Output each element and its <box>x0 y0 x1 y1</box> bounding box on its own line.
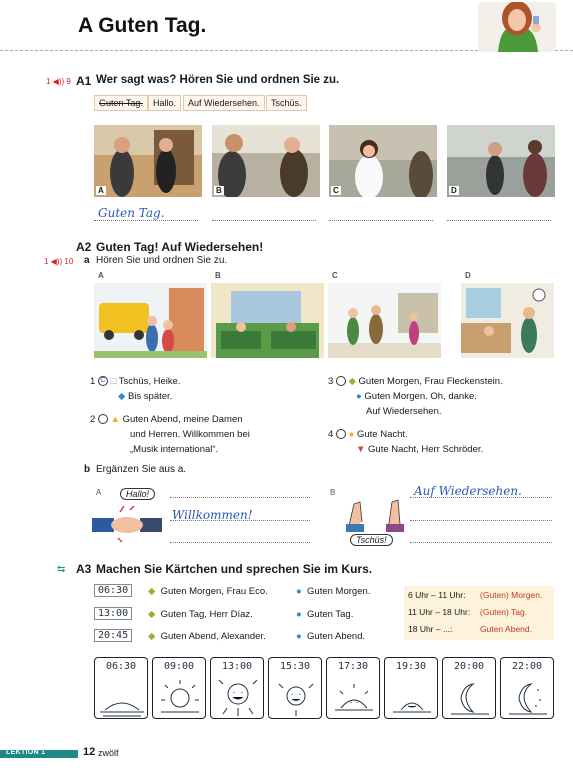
time-box: 13:00 <box>94 607 132 620</box>
a3-number: A3 <box>76 562 92 576</box>
time-box: 06:30 <box>94 584 132 597</box>
diamond-icon: ◆ <box>148 586 156 597</box>
diamond-icon: ◆ <box>148 609 156 620</box>
diamond-icon: ◆ <box>148 631 156 642</box>
item-number: 4 <box>328 429 334 440</box>
speech-bubble: Tschüs! <box>350 534 393 546</box>
card-time: 19:30 <box>395 661 427 672</box>
dialog-line: Gute Nacht, Herr Schröder. <box>368 444 484 455</box>
dialog-line: und Herren. Willkommen bei <box>130 429 250 440</box>
lesson-label: LEKTION 1 <box>6 749 46 756</box>
item-number: 1 <box>90 376 96 387</box>
greeting <box>148 584 268 599</box>
reply <box>296 607 353 622</box>
circle-icon: ● <box>296 586 302 597</box>
photo-label: C <box>333 186 339 195</box>
photo-a <box>94 125 202 197</box>
diamond-icon: ◆ <box>348 376 356 387</box>
answer-line[interactable] <box>410 497 552 498</box>
word-option: Tschüs. <box>266 95 307 111</box>
answer-line[interactable] <box>329 220 433 221</box>
reply-text: Guten Tag. <box>307 609 354 620</box>
a3-row-2 <box>94 608 132 619</box>
time-range: 11 Uhr – 18 Uhr: <box>408 607 471 617</box>
square-icon: □ <box>110 376 117 387</box>
handshake-illustration <box>92 506 162 547</box>
audio-track-icon[interactable]: 1 ◀)) 9 <box>46 77 71 86</box>
circle-icon: ● <box>296 609 302 620</box>
waving-hands-illustration <box>338 492 410 537</box>
part-b-instruction: Ergänzen Sie aus a. <box>96 464 187 475</box>
time-range: 18 Uhr – ...: <box>408 624 453 634</box>
dialog-item-4 <box>328 427 558 457</box>
sunrise-icon <box>95 676 149 720</box>
audio-track-icon[interactable]: 1 ◀)) 10 <box>44 257 74 266</box>
circle-icon: ● <box>296 631 302 642</box>
time-card <box>326 657 380 719</box>
photo-label: B <box>216 186 222 195</box>
a1-number: A1 <box>76 74 92 88</box>
dialog-line: Bis später. <box>127 391 173 402</box>
time-card <box>268 657 322 719</box>
dialog-item-1 <box>90 374 290 404</box>
time-phrase: Guten Abend. <box>480 624 532 634</box>
illustration-d <box>461 271 554 358</box>
time-card <box>384 657 438 719</box>
sunset-icon <box>327 676 381 720</box>
dialog-item-2 <box>90 412 300 457</box>
part-b-label: b <box>84 464 91 475</box>
card-time: 06:30 <box>105 661 137 672</box>
answer-line[interactable] <box>410 520 552 521</box>
sun-rising-icon <box>153 676 207 720</box>
dialog-line: Guten Morgen. Oh, danke. <box>364 391 477 402</box>
greeting-text: Guten Morgen, Frau Eco. <box>160 586 268 597</box>
illus-label: B <box>215 271 221 280</box>
photo-b <box>212 125 320 197</box>
part-a-label: a <box>84 255 90 266</box>
dialog-line: Guten Abend, meine Damen <box>122 414 243 425</box>
reply <box>296 584 370 599</box>
triangle-icon: ▲ <box>110 414 120 425</box>
answer-line[interactable] <box>410 542 552 543</box>
card-time: 09:00 <box>163 661 195 672</box>
photo-c <box>329 125 437 197</box>
sunset-icon <box>385 676 439 720</box>
triangle-down-icon: ▼ <box>356 444 366 455</box>
moon-icon <box>443 676 497 720</box>
illustration-a <box>94 271 207 358</box>
dialog-item-3 <box>328 374 558 419</box>
illus-label: C <box>332 271 338 280</box>
answer-line[interactable] <box>94 220 198 221</box>
greeting-text: Guten Abend, Alexander. <box>160 631 266 642</box>
time-card <box>94 657 148 719</box>
photo-d <box>447 125 555 197</box>
card-time: 17:30 <box>337 661 369 672</box>
page-title: A Guten Tag. <box>78 14 207 37</box>
a2-number: A2 <box>76 240 92 254</box>
greeting <box>148 629 266 644</box>
sun-icon <box>269 676 323 720</box>
a1-instruction: Wer sagt was? Hören Sie und ordnen Sie zu. <box>96 74 340 86</box>
illus-label: A <box>98 271 104 280</box>
answer-line[interactable] <box>212 220 316 221</box>
handwritten-answer: Guten Tag. <box>98 206 165 220</box>
dialog-line: Guten Morgen, Frau Fleckenstein. <box>358 376 503 387</box>
a3-row-3 <box>94 630 132 641</box>
b-label-a: A <box>96 488 102 497</box>
item-number: 2 <box>90 414 96 425</box>
dialog-line: Gute Nacht. <box>356 429 408 440</box>
word-option: Guten Tag. <box>94 95 148 111</box>
handwritten-answer: Auf Wiedersehen. <box>414 484 522 498</box>
handwritten-answer: Willkommen! <box>172 508 253 522</box>
photo-label: D <box>451 186 457 195</box>
answer-circle[interactable] <box>336 376 346 386</box>
greeting-text: Guten Tag, Herr Díaz. <box>160 609 253 620</box>
answer-circle[interactable] <box>336 429 346 439</box>
greeting <box>148 607 253 622</box>
circle-icon: ● <box>348 429 355 440</box>
answer-circle[interactable]: C <box>98 376 108 386</box>
reply-text: Guten Morgen. <box>307 586 371 597</box>
illustration-c <box>328 271 441 358</box>
speech-bubble: Hallo! <box>120 488 155 500</box>
answer-line[interactable] <box>170 497 310 498</box>
time-card <box>210 657 264 719</box>
circle-icon: ● <box>356 391 362 402</box>
card-time: 15:30 <box>279 661 311 672</box>
item-number: 3 <box>328 376 334 387</box>
a2-title: Guten Tag! Auf Wiedersehen! <box>96 240 264 254</box>
answer-line[interactable] <box>447 220 551 221</box>
answer-line[interactable] <box>170 542 310 543</box>
b-label-b: B <box>330 488 336 497</box>
word-option: Hallo. <box>148 95 181 111</box>
time-card <box>152 657 206 719</box>
dialog-line: Auf Wiedersehen. <box>366 406 442 417</box>
moon-icon <box>501 676 555 720</box>
time-range: 6 Uhr – 11 Uhr: <box>408 590 466 600</box>
illustration-b <box>211 271 324 358</box>
a3-row-1 <box>94 585 132 596</box>
sun-icon <box>211 676 265 720</box>
page-number: 12 <box>83 746 96 758</box>
time-phrase: (Guten) Morgen. <box>480 590 543 600</box>
speak-icon: ⇆ <box>57 564 66 575</box>
answer-line[interactable] <box>170 520 310 521</box>
word-option: Auf Wiedersehen. <box>183 95 265 111</box>
a3-title: Machen Sie Kärtchen und sprechen Sie im Kurs. <box>96 562 373 576</box>
page-word: zwölf <box>98 748 119 758</box>
time-table <box>404 586 554 640</box>
dialog-line: „Musik international“. <box>130 444 219 455</box>
card-time: 20:00 <box>453 661 485 672</box>
card-time: 13:00 <box>221 661 253 672</box>
time-box: 20:45 <box>94 629 132 642</box>
time-card <box>500 657 554 719</box>
part-a-instruction: Hören Sie und ordnen Sie zu. <box>96 255 228 266</box>
card-time: 22:00 <box>511 661 543 672</box>
teacher-photo <box>478 2 556 52</box>
time-card <box>442 657 496 719</box>
illus-label: D <box>465 271 471 280</box>
diamond-icon: ◆ <box>118 391 126 402</box>
dialog-line: Tschüs, Heike. <box>118 376 181 387</box>
reply <box>296 629 365 644</box>
time-phrase: (Guten) Tag. <box>480 607 528 617</box>
photo-label: A <box>98 186 104 195</box>
answer-circle[interactable] <box>98 414 108 424</box>
reply-text: Guten Abend. <box>307 631 366 642</box>
